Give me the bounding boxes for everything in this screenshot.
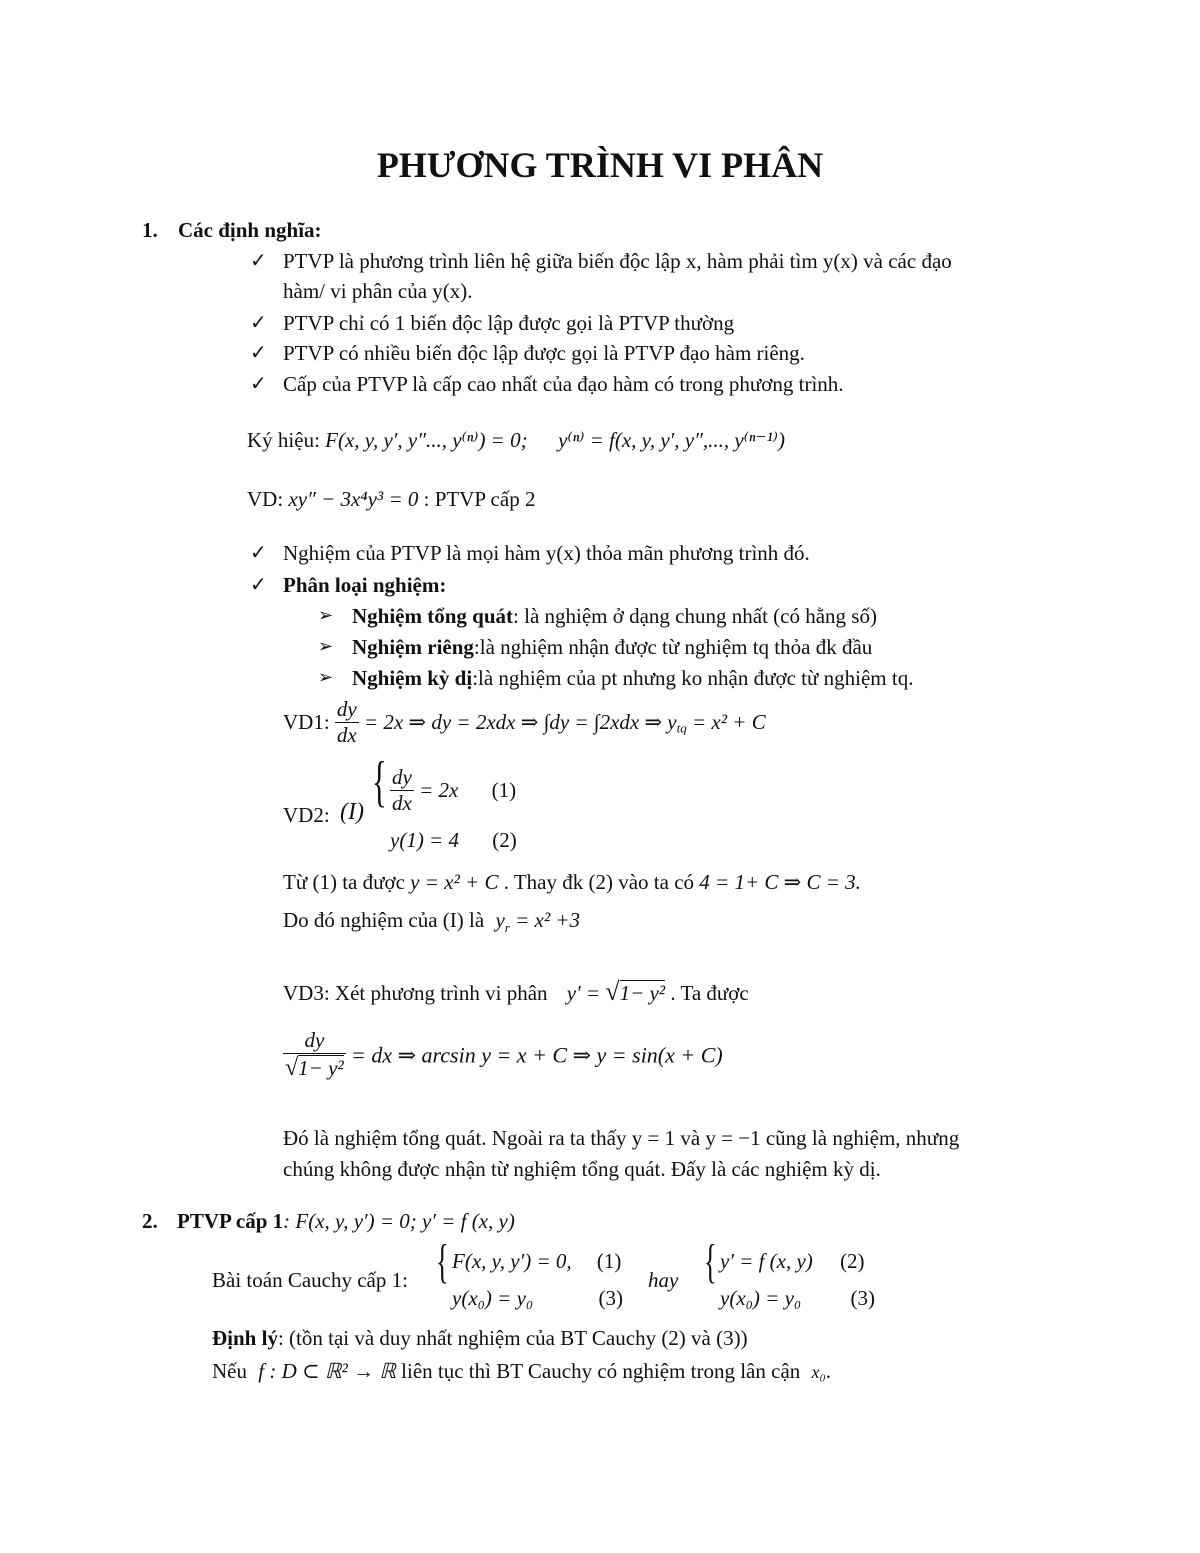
cauchy-system-2-eq-2 — [720, 1286, 875, 1311]
sub-bullet-3-text: :là nghiệm của pt nhưng ko nhận được từ nghiệm tq. — [472, 666, 914, 690]
example-3-text-2: . Ta được — [670, 981, 749, 1005]
example-1 — [283, 697, 766, 748]
sqrt-icon: √ — [605, 977, 620, 1006]
derivation-line-2 — [283, 908, 580, 936]
example-1-label: VD1: — [283, 710, 330, 735]
particular-solution-formula: = x² +3 — [515, 908, 581, 932]
notation-formula-1: F(x, y, y′, y″..., y⁽ⁿ⁾) = 0; — [325, 428, 528, 452]
cauchy-system-1-eq-1 — [452, 1249, 621, 1274]
bullet-1-line-2: hàm/ vi phân của y(x). — [283, 279, 473, 303]
example-1-fraction — [335, 697, 359, 748]
section-2-formula: : F(x, y, y′) = 0; y′ = f (x, y) — [283, 1209, 515, 1233]
section-1-number: 1. — [142, 218, 158, 242]
left-brace-icon: { — [436, 1235, 449, 1288]
checkmark-icon: ✓ — [250, 574, 267, 596]
theorem-condition — [212, 1359, 831, 1384]
cauchy-1-eq1: F(x, y, y′) = 0, — [452, 1249, 572, 1273]
example-2-tag-1: (1) — [491, 778, 517, 803]
condition-formula: f : D ⊂ ℝ² → ℝ — [258, 1359, 396, 1383]
bullet-6: Phân loại nghiệm: — [283, 573, 447, 597]
cauchy-1-tag2: (3) — [598, 1286, 623, 1310]
example-3-radicand: 1− y² — [619, 981, 666, 1005]
left-brace-icon: { — [372, 751, 387, 813]
derivation-formula-1: y = x² + C — [410, 870, 499, 894]
sub-bullet-2 — [352, 635, 872, 660]
notation-label: Ký hiệu: — [247, 428, 320, 452]
theorem-line — [212, 1326, 748, 1351]
checkmark-icon: ✓ — [250, 342, 267, 364]
bullet-1-line-1: PTVP là phương trình liên hệ giữa biến độc lập x, hàm phải tìm y(x) và các đạo — [283, 249, 952, 273]
arrow-bullet-icon: ➢ — [318, 667, 334, 687]
section-2-heading-line — [142, 1209, 515, 1234]
section-2-number: 2. — [142, 1209, 158, 1233]
checkmark-icon: ✓ — [250, 250, 267, 272]
example-2-system-name: (I) — [340, 799, 364, 825]
cauchy-system-2-eq-1 — [720, 1249, 865, 1274]
example-3-formula: y' = — [566, 981, 601, 1005]
notation-formula-2: y⁽ⁿ⁾ = f(x, y, y′, y″,..., y⁽ⁿ⁻¹⁾) — [558, 428, 785, 452]
cauchy-1-tag1: (1) — [596, 1249, 622, 1273]
cauchy-2-eq2: y(x₀) = y₀ — [720, 1286, 802, 1310]
example-2-tag-2: (2) — [492, 828, 517, 852]
cauchy-label: Bài toán Cauchy cấp 1: — [212, 1268, 408, 1292]
example-2-equation-2 — [390, 828, 517, 853]
checkmark-icon: ✓ — [250, 312, 267, 334]
bullet-5: Nghiệm của PTVP là mọi hàm y(x) thỏa mãn phương trình đó. — [283, 541, 810, 565]
checkmark-icon: ✓ — [250, 542, 267, 564]
example-3-line — [283, 976, 749, 1007]
derivation-text-3: Do đó nghiệm của (I) là — [283, 908, 485, 932]
sub-bullet-3-term: Nghiệm kỳ dị — [352, 666, 473, 690]
example-1-formula: = 2x ⇒ dy = 2xdx ⇒ ∫dy = ∫2xdx ⇒ y — [364, 710, 677, 735]
example-2-fraction — [390, 765, 414, 816]
condition-end: . — [825, 1359, 832, 1383]
condition-text: liên tục thì BT Cauchy có nghiệm trong lân cận — [401, 1359, 801, 1383]
sub-bullet-2-term: Nghiệm riêng — [352, 635, 474, 659]
example-2-label: VD2: — [283, 803, 330, 827]
bullet-4: Cấp của PTVP là cấp cao nhất của đạo hàm có trong phương trình. — [283, 372, 844, 396]
cauchy-1-eq2: y(x₀) = y₀ — [452, 1286, 534, 1310]
derivation-text-2: . Thay đk (2) vào ta có — [503, 870, 695, 894]
sub-bullet-1-term: Nghiệm tổng quát — [352, 604, 514, 628]
particular-solution-subscript: r — [504, 920, 510, 936]
sub-bullet-3 — [352, 666, 913, 691]
sub-bullet-2-text: :là nghiệm nhận được từ nghiệm tq thỏa đk đầu — [473, 635, 873, 659]
condition-x0: x₀ — [811, 1362, 826, 1382]
left-brace-icon: { — [704, 1235, 717, 1288]
example-1-numerator: dy — [335, 697, 359, 723]
bullet-3: PTVP có nhiều biến độc lập được gọi là PTVP đạo hàm riêng. — [283, 341, 805, 365]
example-2-equation-1 — [390, 765, 516, 816]
cauchy-2-eq1: y′ = f (x, y) — [720, 1249, 813, 1273]
derivation-line-1 — [283, 870, 861, 895]
notation-line — [247, 428, 785, 453]
example-2-eq1: = 2x — [419, 778, 459, 803]
example-text: : PTVP cấp 2 — [423, 487, 536, 511]
hay-word: hay — [648, 1268, 679, 1292]
example-3-numerator: dy — [283, 1028, 346, 1054]
section-1-heading: Các định nghĩa: — [178, 218, 322, 242]
example-formula: xy″ − 3x⁴y³ = 0 — [288, 487, 419, 511]
example-3-derivation — [283, 1028, 723, 1083]
sub-bullet-1 — [352, 604, 877, 629]
example-2-eq2: y(1) = 4 — [390, 828, 459, 852]
particular-solution-y: y — [495, 908, 505, 932]
arrow-bullet-icon: ➢ — [318, 605, 334, 625]
bullet-2: PTVP chỉ có 1 biến độc lập được gọi là PTVP thường — [283, 311, 735, 335]
sub-bullet-1-text: : là nghiệm ở dạng chung nhất (có hằng số) — [513, 604, 877, 628]
example-3-conclusion-1: Đó là nghiệm tổng quát. Ngoài ra ta thấy y = 1 và y = −1 cũng là nghiệm, nhưng — [283, 1126, 960, 1150]
derivation-formula-2: 4 = 1+ C ⇒ C = 3. — [699, 870, 861, 894]
example-2-denominator: dx — [392, 791, 412, 816]
page-title: PHƯƠNG TRÌNH VI PHÂN — [376, 145, 824, 185]
checkmark-icon: ✓ — [250, 373, 267, 395]
cauchy-2-tag2: (3) — [850, 1286, 875, 1310]
example-3-denominator-radicand: 1− y² — [298, 1056, 344, 1081]
condition-if: Nếu — [212, 1359, 247, 1383]
example-1-subscript: tq — [676, 720, 687, 736]
cauchy-system-1-eq-2 — [452, 1286, 623, 1311]
derivation-text-1: Từ (1) ta được — [283, 870, 405, 894]
example-3-denominator — [283, 1054, 346, 1083]
theorem-label: Định lý — [212, 1326, 278, 1350]
example-3-fraction — [283, 1028, 346, 1083]
example-1-denominator: dx — [336, 723, 357, 748]
example-3-conclusion-2: chúng không được nhận từ nghiệm tổng quát. Đấy là các nghiệm kỳ dị. — [283, 1157, 881, 1181]
example-3-result: = dx ⇒ arcsin y = x + C ⇒ y = sin(x + C) — [350, 1042, 723, 1068]
theorem-text: : (tồn tại và duy nhất nghiệm của BT Cauchy (2) và (3)) — [277, 1326, 748, 1350]
sqrt-icon: √ — [285, 1055, 299, 1082]
example-label: VD: — [247, 487, 284, 511]
example-1-result: = x² + C — [692, 710, 766, 735]
example-line — [247, 487, 535, 512]
example-2-numerator: dy — [390, 765, 414, 791]
example-3-text: VD3: Xét phương trình vi phân — [283, 981, 548, 1005]
cauchy-2-tag1: (2) — [840, 1249, 865, 1273]
section-2-heading: PTVP cấp 1 — [177, 1209, 284, 1233]
arrow-bullet-icon: ➢ — [318, 636, 334, 656]
